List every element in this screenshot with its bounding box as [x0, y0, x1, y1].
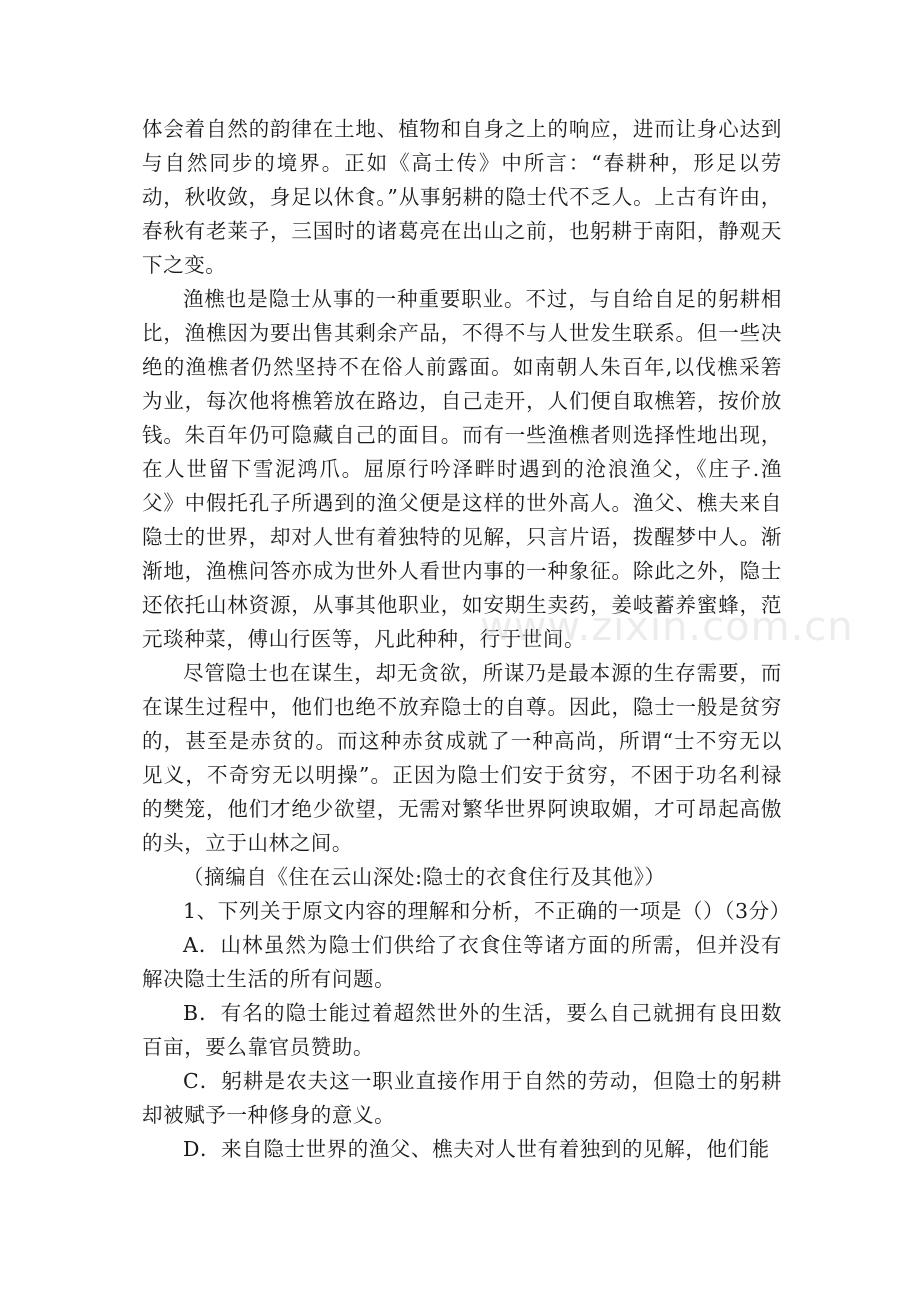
- source-citation: （摘编自《住在云山深处:隐士的衣食住行及其他》）: [183, 865, 666, 889]
- option-d: D．来自隐士世界的渔父、樵夫对人世有着独到的见解，他们能: [183, 1137, 770, 1161]
- paragraph-3: 尽管隐士也在谋生，却无贪欲，所谋乃是最本源的生存需要，而在谋生过程中，他们也绝不放弃隐士的自尊。因此，隐士一般是贫穷的，甚至是赤贫的。而这种赤贫成就了一种高尚，所谓“士不穷无以见义，不奇穷无以明操”。正因为隐士们安于贫穷，不困于功名利禄的樊笼，他们才绝少欲望，无需对繁华世界阿谀取媚，才可昂起高傲的头，立于山林之间。: [142, 661, 782, 855]
- option-b: B．有名的隐士能过着超然世外的生活，要么自己就拥有良田数百亩，要么靠官员赞助。: [142, 1001, 782, 1059]
- paragraph-1: 体会着自然的韵律在土地、植物和自身之上的响应，进而让身心达到与自然同步的境界。正如《高士传》中所言：“春耕种，形足以劳动，秋收敛，身足以休食。”从事躬耕的隐士代不乏人。上古有许由，春秋有老莱子，三国时的诸葛亮在出山之前，也躬耕于南阳，静观天下之变。: [142, 117, 782, 277]
- option-a: A．山林虽然为隐士们供给了衣食住等诸方面的所需，但并没有解决隐士生活的所有问题。: [142, 933, 782, 991]
- question-1: 1、下列关于原文内容的理解和分析，不正确的一项是（）（3分）: [183, 899, 791, 923]
- watermark-text: www.zixin.com.cn: [480, 604, 854, 650]
- option-c: C．躬耕是农夫这一职业直接作用于自然的劳动，但隐士的躬耕却被赋予一种修身的意义。: [142, 1069, 782, 1127]
- paragraph-2: 渔樵也是隐士从事的一种重要职业。不过，与自给自足的躬耕相比，渔樵因为要出售其剩余产品，不得不与人世发生联系。但一些决绝的渔樵者仍然坚持不在俗人前露面。如南朝人朱百年,以伐樵采箬为业，每次他将樵箬放在路边，自己走开，人们便自取樵箬，按价放钱。朱百年仍可隐藏自己的面目。而有一些渔樵者则选择性地出现，在人世留下雪泥鸿爪。屈原行吟泽畔时遇到的沧浪渔父，《庄子.渔父》中假托孔子所遇到的渔父便是这样的世外高人。渔父、樵夫来自隐士的世界，却对人世有着独特的见解，只言片语，拨醒梦中人。渐渐地，渔樵问答亦成为世外人看世内事的一种象征。除此之外，隐士还依托山林资源，从事其他职业，如安期生卖药，姜岐蓄养蜜蜂，范元琰种菜，傅山行医等，凡此种种，行于世间。: [142, 287, 782, 651]
- document-body: [142, 112, 791, 1166]
